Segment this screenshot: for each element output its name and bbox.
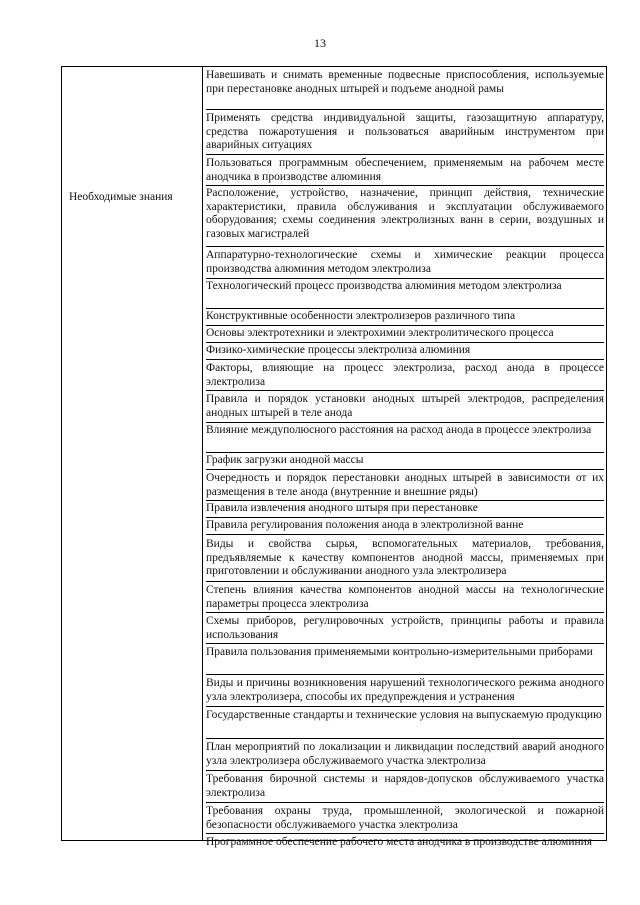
knowledge-row-text: Факторы, влияющие на процесс электролиза, расход анода в процессе электролиза [206,362,604,388]
knowledge-row-text: Физико-химические процессы электролиза алюминия [206,344,471,356]
knowledge-row [206,391,604,423]
knowledge-row-text: Расположение, устройство, назначение, принцип действия, технические характеристики, правила обслуживания и эксплуатации обслуживаемого оборудования; схемы соединения электролизных ванн в серии, воздушных и газовых магистралей [206,187,604,240]
page-number: 13 [314,36,326,50]
knowledge-row-text: Аппаратурно-технологические схемы и химические реакции процесса производства алюминия методом электролиза [206,249,604,275]
knowledge-row [206,644,604,675]
knowledge-row-text: Правила пользования применяемыми контрольно-измерительными приборами [206,646,593,658]
knowledge-row [206,279,604,309]
competency-table [61,66,607,848]
knowledge-row-text: Виды и свойства сырья, вспомогательных материалов, требования, предъявляемые к качеству компонентов анодной массы, применяемых при приготовлении и обслуживании анодного узла электролизера [206,538,604,578]
knowledge-row [206,247,604,279]
knowledge-row [206,453,604,470]
knowledge-row-text: Влияние междуполюсного расстояния на расход анода в процессе электролиза [206,424,592,436]
knowledge-row-text: Требования бирочной системы и нарядов-допусков обслуживаемого участка электролиза [206,773,604,799]
knowledge-row [206,739,604,771]
knowledge-row [206,360,604,391]
knowledge-row [206,771,604,803]
knowledge-row [206,518,604,535]
knowledge-row-text: Государственные стандарты и технические условия на выпускаемую продукцию [206,709,602,721]
section-label-required-knowledge: Необходимые знания [69,191,173,203]
knowledge-row [206,834,604,867]
knowledge-row-text: План мероприятий по локализации и ликвидации последствий аварий анодного узла электролизера обслуживаемого участка электролиза [206,741,604,767]
knowledge-row-text: Правила извлечения анодного штыря при перестановке [206,502,478,514]
knowledge-row [206,582,604,613]
skill-row [206,67,604,110]
knowledge-row-text: Требования охраны труда, промышленной, экологической и пожарной безопасности обслуживаемого участка электролиза [206,805,604,831]
knowledge-row-text: Конструктивные особенности электролизеров различного типа [206,310,516,322]
knowledge-row [206,535,604,582]
knowledge-row-text: Степень влияния качества компонентов анодной массы на технологические параметры процесса электролиза [206,584,604,610]
column-divider [202,67,203,840]
knowledge-row [206,803,604,834]
knowledge-row [206,423,604,453]
knowledge-row-text: Схемы приборов, регулировочных устройств, принципы работы и правила использования [206,615,604,641]
knowledge-row-text: Очередность и порядок перестановки анодных штырей в зависимости от их размещения в теле анода (внутренние и внешние ряды) [206,472,604,498]
skill-row [206,110,604,155]
skill-row [206,155,604,186]
knowledge-row-text: Виды и причины возникновения нарушений технологического режима анодного узла электролизера, способы их предупреждения и устранения [206,677,604,703]
skill-row-text: Применять средства индивидуальной защиты, газозащитную аппаратуру, средства пожаротушения и пользоваться аварийным инструментом при аварийных ситуациях [206,112,604,152]
skill-row-text: Пользоваться программным обеспечением, применяемым на рабочем месте анодчика в производстве алюминия [206,157,604,183]
knowledge-row-text: Технологический процесс производства алюминия методом электролиза [206,280,562,292]
knowledge-row [206,707,604,739]
knowledge-row-text: Правила регулирования положения анода в электролизной ванне [206,519,524,531]
knowledge-row-text: Программное обеспечение рабочего места анодчика в производстве алюминия [206,836,593,848]
knowledge-row [206,309,604,326]
knowledge-row [206,326,604,343]
knowledge-row [206,613,604,644]
knowledge-row-text: Основы электротехники и электрохимии электролитического процесса [206,327,554,339]
knowledge-row [206,186,604,247]
knowledge-row-text: График загрузки анодной массы [206,454,364,466]
knowledge-row [206,675,604,707]
knowledge-row [206,343,604,360]
knowledge-row-text: Правила и порядок установки анодных штырей электродов, распределения анодных штырей в теле анода [206,393,604,419]
knowledge-row [206,470,604,501]
knowledge-row [206,501,604,518]
skill-row-text: Навешивать и снимать временные подвесные приспособления, используемые при перестановке анодных штырей и подъеме анодной рамы [206,69,604,95]
